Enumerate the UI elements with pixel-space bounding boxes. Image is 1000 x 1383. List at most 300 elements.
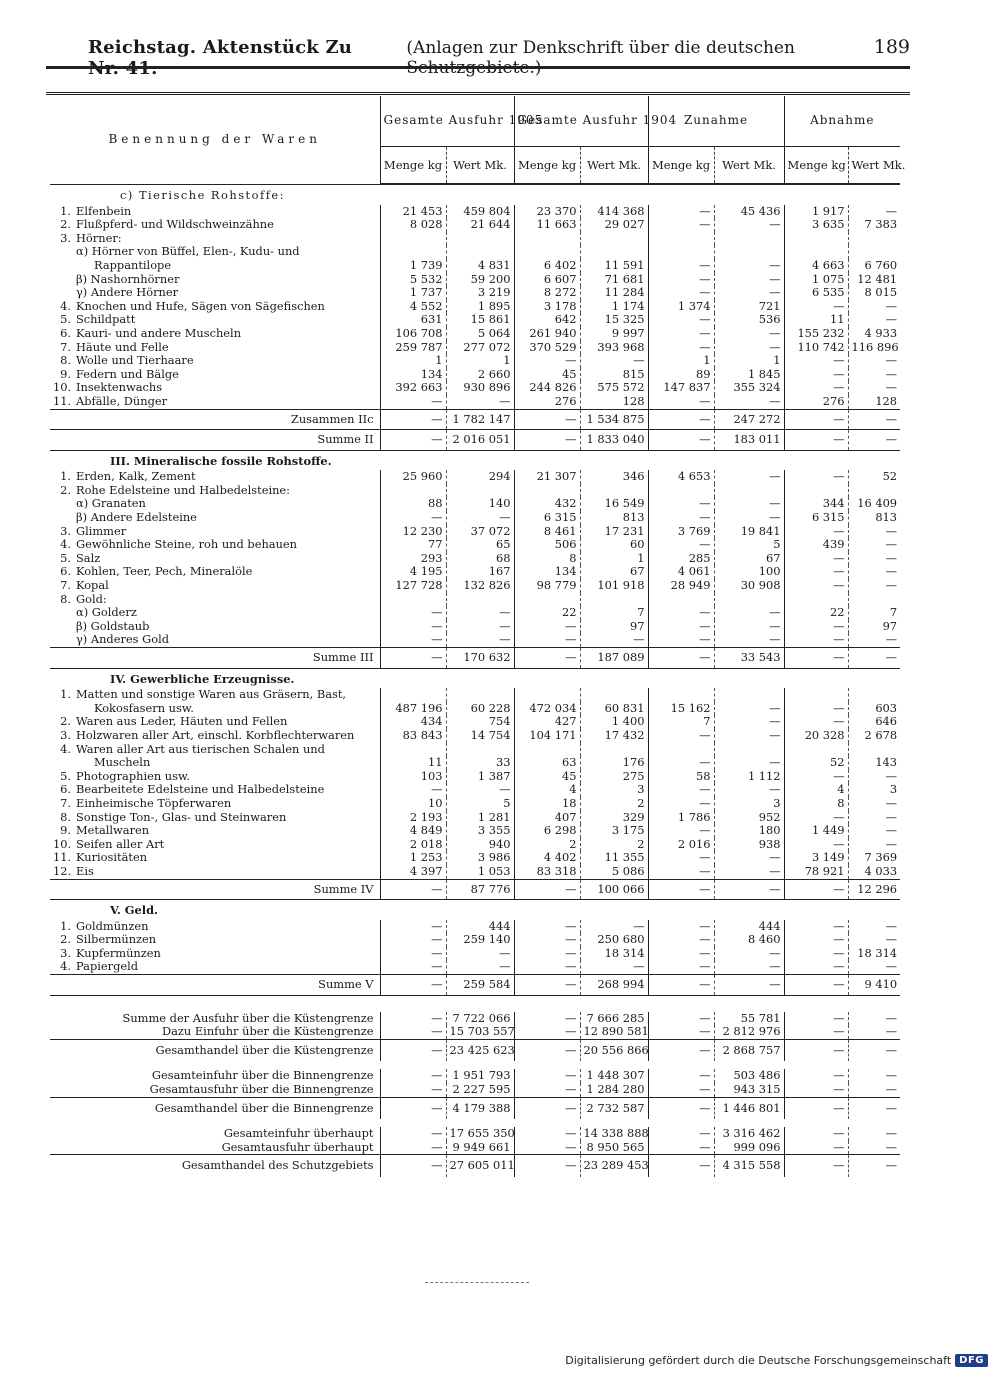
value-cell: 67 xyxy=(580,565,648,579)
commodity-label xyxy=(50,606,380,620)
quantity-cell: 52 xyxy=(784,756,848,770)
subtotal-row xyxy=(50,409,900,430)
quantity-cell: — xyxy=(514,920,580,934)
header-rule xyxy=(46,66,910,69)
quantity-cell: 6 315 xyxy=(784,511,848,525)
commodity-label xyxy=(50,729,380,743)
quantity-cell: 407 xyxy=(514,811,580,825)
value-cell: 930 896 xyxy=(446,381,514,395)
column-group-header: Gesamte Ausfuhr 1904 xyxy=(514,96,648,147)
value-cell: 4 033 xyxy=(848,865,900,879)
value-cell: — xyxy=(446,511,514,525)
quantity-cell: — xyxy=(648,933,714,947)
value-cell: 329 xyxy=(580,811,648,825)
table-row xyxy=(50,770,900,784)
item-number: 5. xyxy=(60,768,71,783)
value-cell: 33 xyxy=(446,756,514,770)
quantity-cell: — xyxy=(784,770,848,784)
summary-row xyxy=(50,1012,900,1026)
commodity-name: Kauri- und andere Muscheln xyxy=(76,325,242,340)
commodity-label xyxy=(50,430,380,451)
table-row xyxy=(50,497,900,511)
commodity-name: Waren aller Art aus tierischen Schalen und xyxy=(76,741,325,756)
quantity-cell: — xyxy=(648,606,714,620)
running-subtitle: (Anlagen zur Denkschrift über die deutschen Schutzgebiete.) xyxy=(406,38,795,78)
quantity-cell xyxy=(648,688,714,702)
table-row xyxy=(50,259,900,273)
value-cell: 4 179 388 xyxy=(446,1097,514,1119)
quantity-cell: 4 402 xyxy=(514,851,580,865)
commodity-label xyxy=(50,538,380,552)
quantity-cell: 18 xyxy=(514,797,580,811)
value-cell: 37 072 xyxy=(446,525,514,539)
value-cell: 12 296 xyxy=(848,879,900,900)
value-cell: 59 200 xyxy=(446,273,514,287)
quantity-cell xyxy=(648,743,714,757)
quantity-cell: — xyxy=(784,633,848,647)
commodity-name: Salz xyxy=(76,550,101,565)
table-row xyxy=(50,797,900,811)
subtotal-row xyxy=(50,879,900,900)
quantity-cell: — xyxy=(648,756,714,770)
value-cell: — xyxy=(848,920,900,934)
table-row xyxy=(50,811,900,825)
value-cell: 1 281 xyxy=(446,811,514,825)
value-cell: 1 446 801 xyxy=(714,1097,784,1119)
value-cell: 7 666 285 xyxy=(580,1012,648,1026)
value-cell: 815 xyxy=(580,368,648,382)
quantity-cell: — xyxy=(648,729,714,743)
quantity-cell: 472 034 xyxy=(514,702,580,716)
commodity-name: α) Golderz xyxy=(76,605,137,620)
quantity-cell: — xyxy=(514,933,580,947)
quantity-cell: — xyxy=(648,497,714,511)
commodity-label xyxy=(50,756,380,770)
commodity-label xyxy=(50,300,380,314)
value-cell xyxy=(848,688,900,702)
commodity-name: Sonstige Ton-, Glas- und Steinwaren xyxy=(76,809,287,824)
item-number: 1. xyxy=(60,469,71,484)
commodity-label xyxy=(50,620,380,634)
quantity-cell: — xyxy=(784,565,848,579)
commodity-name: Dazu Einfuhr über die Küstengrenze xyxy=(161,1024,374,1039)
table-row xyxy=(50,565,900,579)
summary-row xyxy=(50,1025,900,1039)
commodity-name: Summe IV xyxy=(313,881,374,896)
quantity-cell: — xyxy=(648,920,714,934)
quantity-cell: 439 xyxy=(784,538,848,552)
value-cell: 813 xyxy=(580,511,648,525)
value-cell: 29 027 xyxy=(580,218,648,232)
item-number: 4. xyxy=(60,741,71,756)
value-cell: — xyxy=(848,1127,900,1141)
table-row xyxy=(50,484,900,498)
value-cell: 180 xyxy=(714,824,784,838)
value-cell: 12 481 xyxy=(848,273,900,287)
value-cell: 503 486 xyxy=(714,1069,784,1083)
quantity-cell: 631 xyxy=(380,313,446,327)
quantity-cell: — xyxy=(380,1155,446,1177)
commodity-name: Kupfermünzen xyxy=(76,945,161,960)
value-cell: 277 072 xyxy=(446,341,514,355)
value-cell: 2 868 757 xyxy=(714,1039,784,1061)
table-row xyxy=(50,756,900,770)
commodity-name: β) Nashornhörner xyxy=(76,271,180,286)
quantity-cell: — xyxy=(784,409,848,430)
value-cell: 940 xyxy=(446,838,514,852)
subtotal-row xyxy=(50,648,900,669)
commodity-label xyxy=(50,381,380,395)
commodity-name: Gesamteinfuhr überhaupt xyxy=(223,1126,374,1141)
item-number: 1. xyxy=(60,687,71,702)
quantity-cell xyxy=(784,688,848,702)
value-cell: — xyxy=(446,783,514,797)
commodity-name: Holzwaren aller Art, einschl. Korbflechterwaren xyxy=(76,727,355,742)
quantity-cell xyxy=(784,743,848,757)
commodity-name: Federn und Bälge xyxy=(76,366,179,381)
quantity-cell: — xyxy=(380,960,446,974)
table-row xyxy=(50,511,900,525)
column-header-commodity: Benennung der Waren xyxy=(50,96,380,184)
item-number: 10. xyxy=(53,836,72,851)
quantity-cell: — xyxy=(648,783,714,797)
table-row xyxy=(50,865,900,879)
quantity-cell: 506 xyxy=(514,538,580,552)
value-cell: 87 776 xyxy=(446,879,514,900)
value-cell: 3 xyxy=(580,783,648,797)
summary-row xyxy=(50,1083,900,1097)
commodity-name: γ) Andere Hörner xyxy=(76,285,179,300)
value-cell: 294 xyxy=(446,470,514,484)
quantity-cell: 106 708 xyxy=(380,327,446,341)
commodity-label xyxy=(50,470,380,484)
value-cell: 250 680 xyxy=(580,933,648,947)
commodity-name: Gold: xyxy=(76,591,107,606)
value-cell: — xyxy=(848,1039,900,1061)
value-cell: 1 387 xyxy=(446,770,514,784)
value-cell: 67 xyxy=(714,552,784,566)
value-cell: 3 986 xyxy=(446,851,514,865)
quantity-cell: — xyxy=(648,313,714,327)
commodity-label xyxy=(50,1127,380,1141)
value-cell xyxy=(446,688,514,702)
quantity-cell: 12 230 xyxy=(380,525,446,539)
quantity-cell: — xyxy=(648,1039,714,1061)
commodity-label xyxy=(50,1141,380,1155)
quantity-cell: — xyxy=(648,1025,714,1039)
quantity-cell: 4 xyxy=(514,783,580,797)
value-cell: 12 890 581 xyxy=(580,1025,648,1039)
quantity-cell: — xyxy=(380,920,446,934)
value-cell: — xyxy=(446,947,514,961)
value-cell: — xyxy=(714,756,784,770)
section-heading-row xyxy=(50,450,900,470)
value-cell: 6 760 xyxy=(848,259,900,273)
section-heading: c) Tierische Rohstoffe: xyxy=(120,188,285,202)
commodity-name: Schildpatt xyxy=(76,312,136,327)
value-cell xyxy=(848,484,900,498)
item-number: 5. xyxy=(60,550,71,565)
item-number: 9. xyxy=(60,366,71,381)
summary-row xyxy=(50,1155,900,1177)
quantity-cell: — xyxy=(784,381,848,395)
value-cell: — xyxy=(848,933,900,947)
value-cell: 2 732 587 xyxy=(580,1097,648,1119)
quantity-cell: 25 960 xyxy=(380,470,446,484)
value-cell: — xyxy=(848,313,900,327)
quantity-cell: — xyxy=(648,286,714,300)
commodity-label xyxy=(50,245,380,259)
value-cell xyxy=(714,232,784,246)
quantity-cell: — xyxy=(648,648,714,669)
quantity-cell: — xyxy=(648,1155,714,1177)
value-cell: 17 655 350 xyxy=(446,1127,514,1141)
value-cell: 1 895 xyxy=(446,300,514,314)
quantity-cell: 11 xyxy=(380,756,446,770)
summary-row xyxy=(50,1039,900,1061)
quantity-cell: 7 xyxy=(648,715,714,729)
quantity-cell xyxy=(514,743,580,757)
value-cell: — xyxy=(714,470,784,484)
quantity-cell: 20 328 xyxy=(784,729,848,743)
quantity-cell: — xyxy=(648,511,714,525)
value-cell: — xyxy=(848,579,900,593)
value-cell: 1 833 040 xyxy=(580,430,648,451)
quantity-cell xyxy=(784,245,848,259)
table-row xyxy=(50,273,900,287)
value-cell: 4 933 xyxy=(848,327,900,341)
quantity-cell xyxy=(514,593,580,607)
section-heading: III. Mineralische fossile Rohstoffe. xyxy=(110,453,332,468)
column-subheader: Menge kg xyxy=(784,147,848,185)
value-cell: — xyxy=(848,1069,900,1083)
quantity-cell: — xyxy=(514,947,580,961)
value-cell xyxy=(714,688,784,702)
commodity-name: Zusammen IIc xyxy=(290,411,374,426)
value-cell: 52 xyxy=(848,470,900,484)
quantity-cell: 2 016 xyxy=(648,838,714,852)
quantity-cell: — xyxy=(514,633,580,647)
table-row xyxy=(50,300,900,314)
summary-row xyxy=(50,1141,900,1155)
value-cell: — xyxy=(446,606,514,620)
quantity-cell: 6 298 xyxy=(514,824,580,838)
value-cell: 132 826 xyxy=(446,579,514,593)
quantity-cell: — xyxy=(648,797,714,811)
value-cell: 943 315 xyxy=(714,1083,784,1097)
quantity-cell: 1 253 xyxy=(380,851,446,865)
quantity-cell: — xyxy=(784,715,848,729)
column-subheader: Menge kg xyxy=(514,147,580,185)
digitization-credit: Digitalisierung gefördert durch die Deutsche Forschungsgemeinschaft xyxy=(565,1354,952,1367)
quantity-cell xyxy=(648,484,714,498)
quantity-cell: — xyxy=(784,1127,848,1141)
value-cell: — xyxy=(714,702,784,716)
quantity-cell: — xyxy=(648,538,714,552)
value-cell: 3 xyxy=(714,797,784,811)
quantity-cell: — xyxy=(380,409,446,430)
quantity-cell: — xyxy=(648,273,714,287)
quantity-cell xyxy=(380,245,446,259)
quantity-cell: 8 272 xyxy=(514,286,580,300)
value-cell: 754 xyxy=(446,715,514,729)
item-number: 6. xyxy=(60,782,71,797)
quantity-cell: — xyxy=(514,648,580,669)
commodity-name: Silbermünzen xyxy=(76,932,157,947)
subtotal-row xyxy=(50,430,900,451)
value-cell: — xyxy=(714,865,784,879)
value-cell: 7 xyxy=(848,606,900,620)
table-row xyxy=(50,688,900,702)
commodity-label xyxy=(50,743,380,757)
commodity-label xyxy=(50,865,380,879)
value-cell: 5 xyxy=(446,797,514,811)
quantity-cell xyxy=(380,484,446,498)
commodity-name: β) Andere Edelsteine xyxy=(76,510,197,525)
table-row xyxy=(50,633,900,647)
value-cell: 2 227 595 xyxy=(446,1083,514,1097)
value-cell xyxy=(446,232,514,246)
item-number: 3. xyxy=(60,230,71,245)
commodity-name: Abfälle, Dünger xyxy=(76,393,168,408)
value-cell: — xyxy=(714,960,784,974)
running-title: Reichstag. Aktenstück Zu Nr. 41. xyxy=(88,37,353,79)
value-cell: — xyxy=(848,1025,900,1039)
commodity-name: Gesamtausfuhr über die Binnengrenze xyxy=(149,1082,374,1097)
quantity-cell: — xyxy=(648,1097,714,1119)
quantity-cell xyxy=(648,245,714,259)
table-row xyxy=(50,824,900,838)
commodity-label xyxy=(50,552,380,566)
quantity-cell: 6 402 xyxy=(514,259,580,273)
value-cell: — xyxy=(848,838,900,852)
value-cell: — xyxy=(848,1141,900,1155)
quantity-cell xyxy=(514,232,580,246)
table-row xyxy=(50,395,900,409)
commodity-name: Gewöhnliche Steine, roh und behauen xyxy=(76,537,297,552)
value-cell: 71 681 xyxy=(580,273,648,287)
table-row xyxy=(50,381,900,395)
value-cell: 393 968 xyxy=(580,341,648,355)
quantity-cell: — xyxy=(784,354,848,368)
quantity-cell: — xyxy=(784,1097,848,1119)
quantity-cell: — xyxy=(648,395,714,409)
value-cell xyxy=(580,593,648,607)
export-table-container xyxy=(50,96,906,1244)
commodity-label xyxy=(50,1155,380,1177)
quantity-cell: 1 xyxy=(380,354,446,368)
commodity-label xyxy=(50,838,380,852)
item-number: 1. xyxy=(60,918,71,933)
value-cell: 5 086 xyxy=(580,865,648,879)
value-cell: 60 228 xyxy=(446,702,514,716)
column-subheader: Wert Mk. xyxy=(714,147,784,185)
item-number: 11. xyxy=(53,850,72,865)
value-cell: 5 064 xyxy=(446,327,514,341)
commodity-name: Rappantilope xyxy=(94,257,172,272)
value-cell: — xyxy=(848,811,900,825)
quantity-cell: — xyxy=(784,920,848,934)
value-cell: — xyxy=(848,430,900,451)
quantity-cell: 261 940 xyxy=(514,327,580,341)
value-cell: 5 xyxy=(714,538,784,552)
value-cell: 9 997 xyxy=(580,327,648,341)
value-cell: — xyxy=(714,783,784,797)
value-cell: 1 782 147 xyxy=(446,409,514,430)
value-cell: 23 289 453 xyxy=(580,1155,648,1177)
commodity-label xyxy=(50,341,380,355)
value-cell: 938 xyxy=(714,838,784,852)
table-row xyxy=(50,368,900,382)
commodity-label xyxy=(50,648,380,669)
quantity-cell: — xyxy=(648,341,714,355)
quantity-cell: 104 171 xyxy=(514,729,580,743)
value-cell: 23 425 623 xyxy=(446,1039,514,1061)
commodity-name: Eis xyxy=(76,863,94,878)
quantity-cell: 45 xyxy=(514,770,580,784)
quantity-cell: — xyxy=(648,620,714,634)
quantity-cell: — xyxy=(784,1083,848,1097)
quantity-cell: 3 769 xyxy=(648,525,714,539)
quantity-cell: — xyxy=(648,218,714,232)
value-cell: 8 950 565 xyxy=(580,1141,648,1155)
quantity-cell: — xyxy=(514,430,580,451)
value-cell: — xyxy=(580,633,648,647)
quantity-cell xyxy=(784,232,848,246)
quantity-cell: 6 607 xyxy=(514,273,580,287)
commodity-name: Photographien usw. xyxy=(76,768,190,783)
commodity-label xyxy=(50,525,380,539)
commodity-name: Gesamteinfuhr über die Binnengrenze xyxy=(151,1068,374,1083)
table-row xyxy=(50,783,900,797)
commodity-label xyxy=(50,933,380,947)
value-cell: 1 400 xyxy=(580,715,648,729)
value-cell: 21 644 xyxy=(446,218,514,232)
item-number: 4. xyxy=(60,537,71,552)
quantity-cell: — xyxy=(380,783,446,797)
commodity-label xyxy=(50,960,380,974)
commodity-label xyxy=(50,975,380,996)
quantity-cell: — xyxy=(380,395,446,409)
commodity-name: Flußpferd- und Wildschweinzähne xyxy=(76,217,274,232)
value-cell xyxy=(446,484,514,498)
quantity-cell: — xyxy=(380,1083,446,1097)
value-cell: 7 383 xyxy=(848,218,900,232)
commodity-label xyxy=(50,273,380,287)
quantity-cell xyxy=(514,688,580,702)
quantity-cell: — xyxy=(514,1012,580,1026)
table-row xyxy=(50,525,900,539)
value-cell: — xyxy=(446,633,514,647)
value-cell: 721 xyxy=(714,300,784,314)
value-cell: 1 xyxy=(580,552,648,566)
table-row xyxy=(50,920,900,934)
value-cell: 1 845 xyxy=(714,368,784,382)
value-cell: 7 722 066 xyxy=(446,1012,514,1026)
quantity-cell: 83 843 xyxy=(380,729,446,743)
commodity-label xyxy=(50,770,380,784)
value-cell: — xyxy=(714,327,784,341)
quantity-cell: — xyxy=(784,811,848,825)
quantity-cell: 22 xyxy=(784,606,848,620)
value-cell: 999 096 xyxy=(714,1141,784,1155)
quantity-cell: 5 532 xyxy=(380,273,446,287)
value-cell: 60 xyxy=(580,538,648,552)
quantity-cell: — xyxy=(784,430,848,451)
quantity-cell: — xyxy=(380,648,446,669)
quantity-cell: — xyxy=(648,879,714,900)
value-cell: 55 781 xyxy=(714,1012,784,1026)
